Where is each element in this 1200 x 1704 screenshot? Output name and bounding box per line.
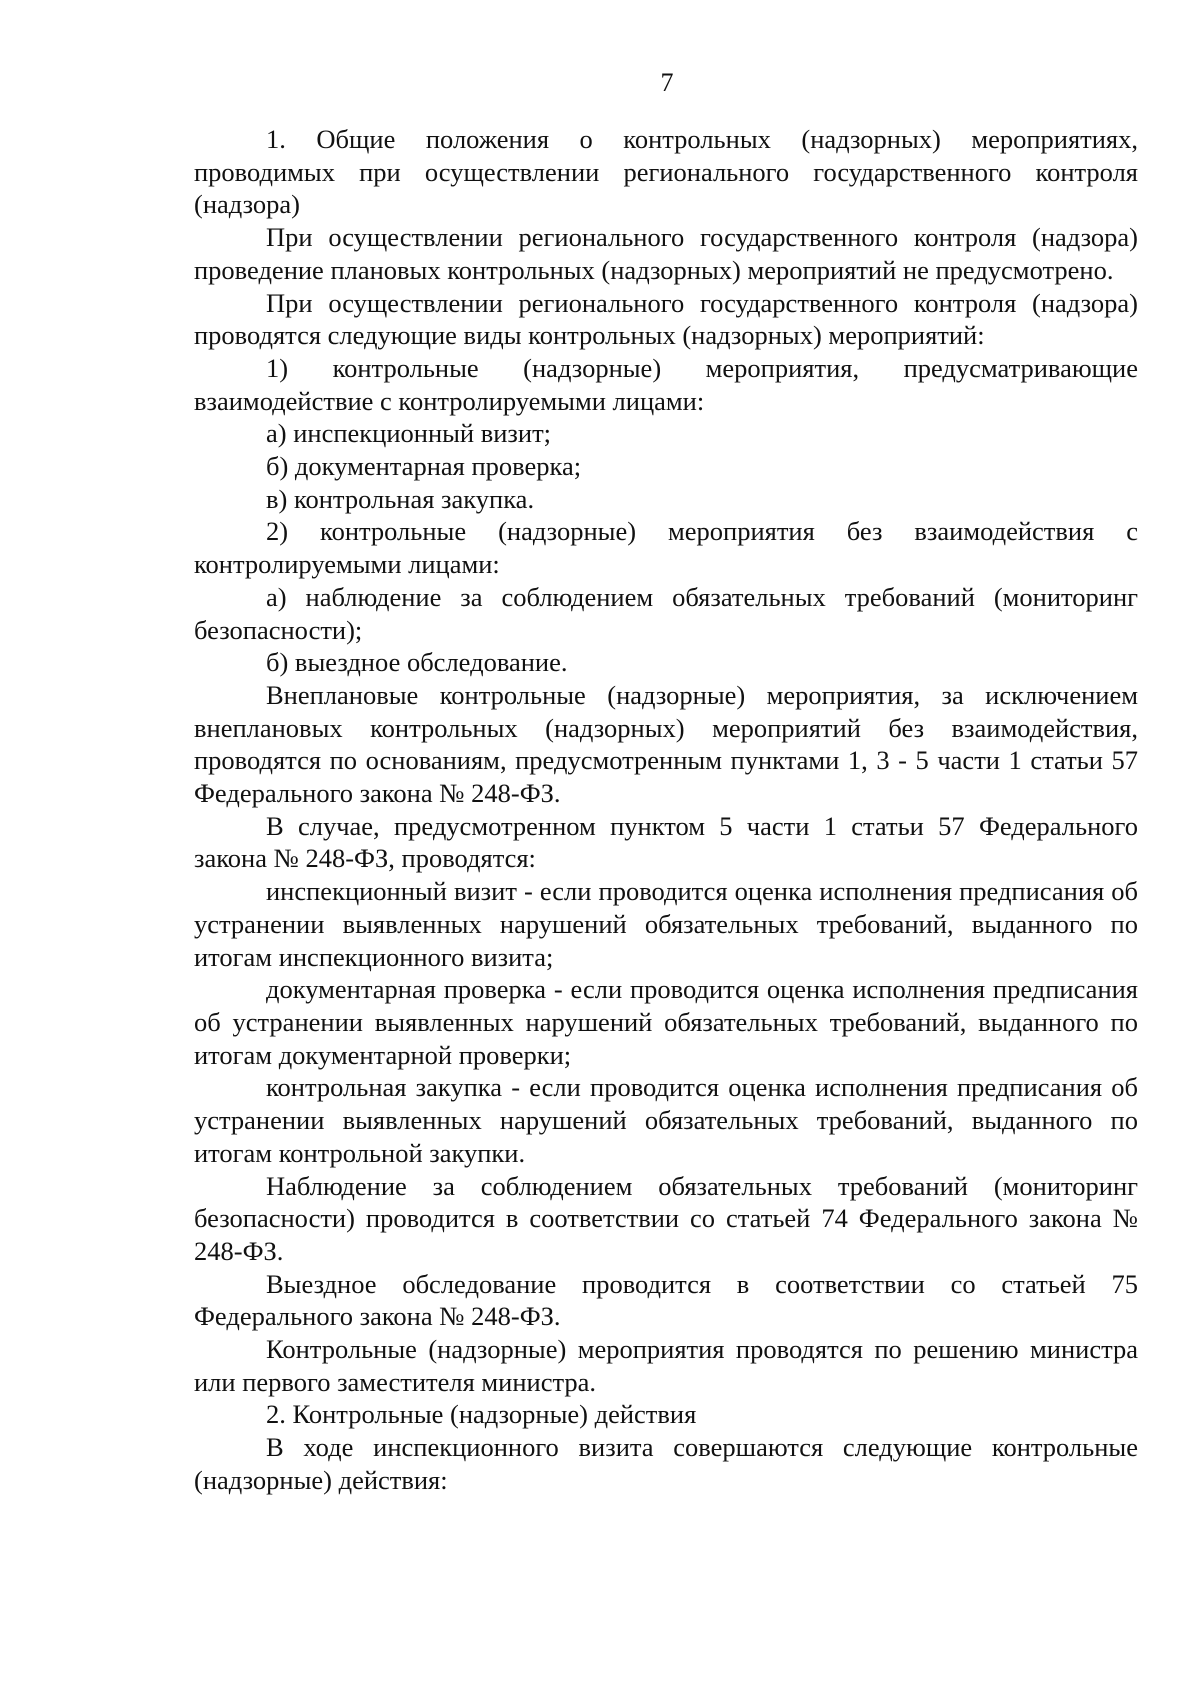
paragraph-measure-types: При осуществлении регионального государственного контроля (надзора) проводятся следующие виды контрольных (надзорных) мероприятий: (194, 287, 1138, 351)
paragraph-monitoring-article-74: Наблюдение за соблюдением обязательных требований (мониторинг безопасности) проводится в соответствии со статьей 74 Федерального закона № 248-ФЗ. (194, 1170, 1138, 1266)
paragraph-case-point-5: В случае, предусмотренном пунктом 5 части 1 статьи 57 Федерального закона № 248-ФЗ, проводятся: (194, 810, 1138, 874)
list-item-documentary-check: б) документарная проверка; (266, 451, 582, 482)
paragraph-field-survey-article-75: Выездное обследование проводится в соответствии со статьей 75 Федерального закона № 248-ФЗ. (194, 1268, 1138, 1332)
paragraph-inspection-visit-case: инспекционный визит - если проводится оценка исполнения предписания об устранении выявленных нарушений обязательных требований, выданного по итогам инспекционного визита; (194, 876, 1138, 972)
paragraph-documentary-check-case: документарная проверка - если проводится оценка исполнения предписания об устранении выявленных нарушений обязательных требований, выданного по итогам документарной проверки; (194, 974, 1138, 1070)
paragraph-planned-measures: При осуществлении регионального государственного контроля (надзора) проведение плановых контрольных (надзорных) мероприятий не предусмотрено. (194, 222, 1138, 285)
section-heading-general-provisions: 1. Общие положения о контрольных (надзорных) мероприятиях, проводимых при осуществлении регионального государственного контроля (надзора) (194, 124, 1138, 220)
list-item-control-purchase: в) контрольная закупка. (266, 483, 535, 514)
section-heading-control-actions: 2. Контрольные (надзорные) действия (266, 1399, 697, 1430)
document-body (194, 123, 1138, 1497)
list-item-inspection-visit: а) инспекционный визит; (266, 418, 552, 449)
paragraph-unplanned-grounds: Внеплановые контрольные (надзорные) мероприятия, за исключением внеплановых контрольных (надзорных) мероприятий без взаимодействия, проводятся по основаниям, предусмотренным пунктами 1, 3 - 5 части 1 статьи 57 Федерального закона № 248-ФЗ. (194, 679, 1138, 809)
paragraph-inspection-actions: В ходе инспекционного визита совершаются следующие контрольные (надзорные) действия: (194, 1432, 1138, 1495)
list-item-field-survey: б) выездное обследование. (266, 647, 568, 678)
page-number: 7 (660, 68, 674, 97)
list-item-without-interaction: 2) контрольные (надзорные) мероприятия без взаимодействия с контролируемыми лицами: (194, 516, 1138, 580)
list-item-monitoring: а) наблюдение за соблюдением обязательных требований (мониторинг безопасности); (194, 581, 1138, 645)
paragraph-control-purchase-case: контрольная закупка - если проводится оценка исполнения предписания об устранении выявленных нарушений обязательных требований, выданного по итогам контрольной закупки. (194, 1072, 1138, 1168)
list-item-with-interaction: 1) контрольные (надзорные) мероприятия, предусматривающие взаимодействие с контролируемыми лицами: (194, 352, 1138, 416)
paragraph-decision-minister: Контрольные (надзорные) мероприятия проводятся по решению министра или первого заместителя министра. (194, 1334, 1138, 1397)
